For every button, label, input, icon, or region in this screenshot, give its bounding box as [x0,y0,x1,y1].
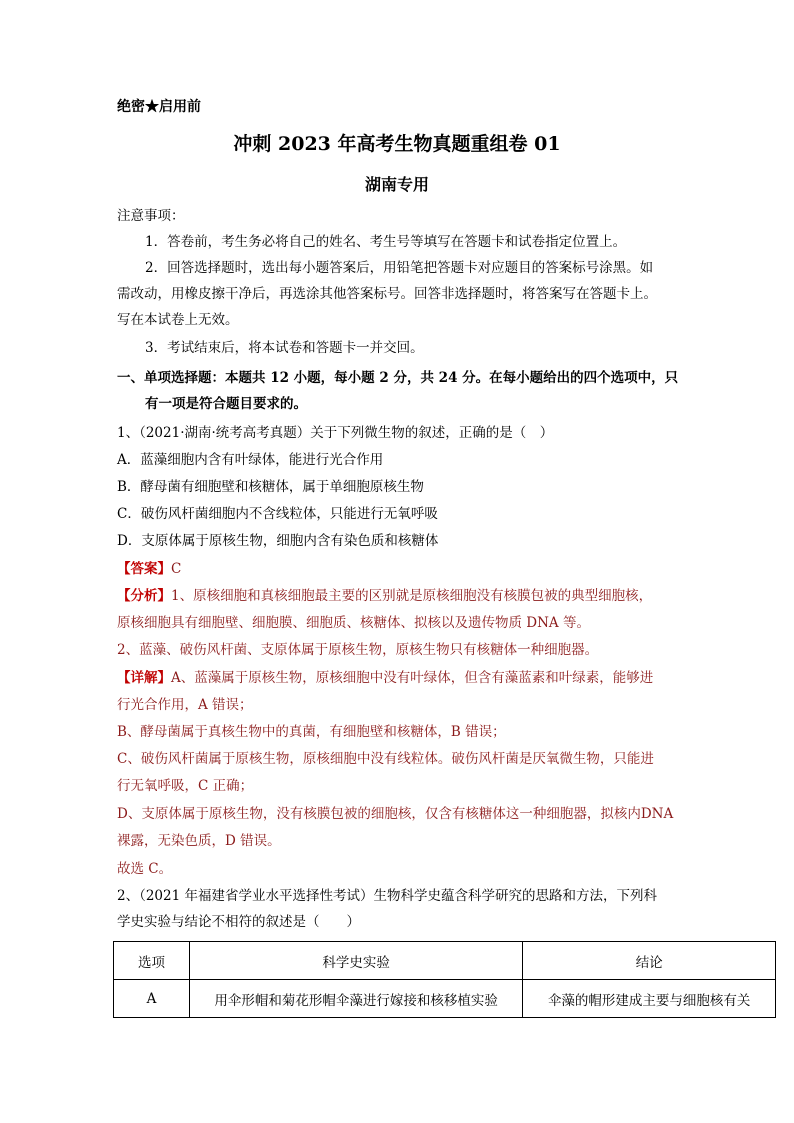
question-2-stem: 2、（2021 年福建省学业水平选择性考试）生物科学史蕴含科学研究的思路和方法，下列科 [117,888,657,904]
section-heading-cont: 有一项是符合题目要求的。 [145,396,307,412]
notice-item: 2．回答选择题时，选出每小题答案后，用铅笔把答题卡对应题目的答案标号涂黑。如 [145,260,654,276]
conclusion-text: 故选 C。 [117,861,173,877]
question-2-stem-cont: 学史实验与结论不相符的叙述是（ ） [117,914,360,930]
notice-item: 3．考试结束后，将本试卷和答题卡一并交回。 [145,340,424,356]
question-1-stem: 1、（2021·湖南·统考高考真题）关于下列微生物的叙述，正确的是（ ） [117,425,554,441]
detail-line [117,669,653,687]
detail-text: A、蓝藻属于原核生物，原核细胞中没有叶绿体，但含有藻蓝素和叶绿素，能够进 [171,670,654,686]
table-cell: A [114,980,190,1018]
detail-tag: 【详解】 [117,670,171,686]
detail-text: D、支原体属于原核生物，没有核膜包被的细胞核，仅含有核糖体这一种细胞器，拟核内DNA [117,806,674,822]
option-a: A．蓝藻细胞内含有叶绿体，能进行光合作用 [117,452,384,468]
question-2-table [113,941,776,1018]
table-cell: 用伞形帽和菊花形帽伞藻进行嫁接和核移植实验 [189,980,522,1018]
detail-text: C、破伤风杆菌属于原核生物，原核细胞中没有线粒体。破伤风杆菌是厌氧微生物，只能进 [117,751,654,767]
table-header-cell: 科学史实验 [189,942,522,980]
table-cell: 伞藻的帽形建成主要与细胞核有关 [523,980,776,1018]
detail-text: 行光合作用，A 错误； [117,697,253,713]
table-header-cell: 选项 [114,942,190,980]
notice-item: 1．答卷前，考生务必将自己的姓名、考生号等填写在答题卡和试卷指定位置上。 [145,234,627,250]
table-header-cell: 结论 [523,942,776,980]
notice-item: 写在本试卷上无效。 [117,312,239,328]
notice-item: 需改动，用橡皮擦干净后，再选涂其他答案标号。回答非选择题时，将答案写在答题卡上。 [117,286,657,302]
option-b: B．酵母菌有细胞壁和核糖体，属于单细胞原核生物 [117,479,424,495]
detail-text: B、酵母菌属于真核生物中的真菌，有细胞壁和核糖体，B 错误； [117,724,506,740]
answer-line [117,560,181,578]
section-heading: 一、单项选择题：本题共 12 小题，每小题 2 分，共 24 分。在每小题给出的四个选项中，只 [117,370,679,386]
secret-label: 绝密★启用前 [117,99,201,115]
table-row [114,980,776,1018]
table-header-row [114,942,776,980]
analysis-text: 1、原核细胞和真核细胞最主要的区别就是原核细胞没有核膜包被的典型细胞核， [171,588,653,604]
analysis-text: 2、蓝藻、破伤风杆菌、支原体属于原核生物，原核生物只有核糖体一种细胞器。 [117,642,599,658]
option-d: D．支原体属于原核生物，细胞内含有染色质和核糖体 [117,533,439,549]
detail-text: 裸露，无染色质，D 错误。 [117,833,281,849]
exam-title: 冲刺 2023 年高考生物真题重组卷 01 [233,133,561,155]
detail-text: 行无氧呼吸，C 正确； [117,778,254,794]
answer-tag: 【答案】 [117,561,171,577]
notice-heading: 注意事项： [117,208,185,224]
answer-value: C [171,561,182,577]
analysis-tag: 【分析】 [117,588,171,604]
exam-subtitle: 湖南专用 [364,175,429,194]
analysis-text: 原核细胞具有细胞壁、细胞膜、细胞质、核糖体、拟核以及遗传物质 DNA 等。 [117,615,590,631]
analysis-line [117,587,652,605]
option-c: C．破伤风杆菌细胞内不含线粒体，只能进行无氧呼吸 [117,506,438,522]
